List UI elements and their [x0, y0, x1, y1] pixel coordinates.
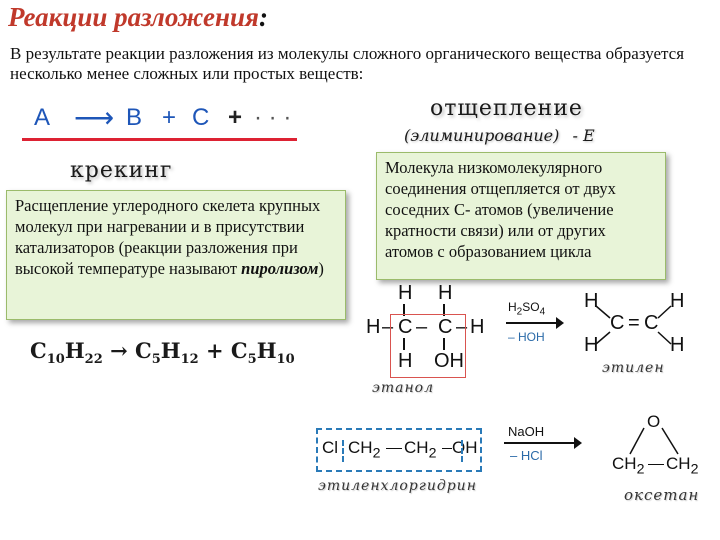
ethanol-bond: –: [382, 316, 394, 338]
ch-text: CH: [348, 438, 373, 457]
elimination-tag: - E: [572, 126, 595, 145]
intro-text: В результате реакции разложения из молекулы сложного органического вещества образуется несколько менее сложных или простых веществ:: [10, 44, 685, 83]
reagent-so: SO: [522, 300, 540, 314]
cracking-text-end: ): [318, 259, 324, 278]
elimination-text: Молекула низкомолекулярного соединения отщепляется от двух соседних С- атомов (увеличение кратности связи) или от других атомов с образованием цикла: [385, 158, 616, 261]
eq-c3: C: [230, 338, 248, 363]
ethanol-c-2: C: [438, 316, 453, 338]
cracking-definition-box: [6, 190, 346, 320]
elimination-heading: отщепление: [430, 96, 583, 121]
ethanol-h-bottom: H: [398, 350, 413, 372]
oxetane-name: оксетан: [624, 486, 700, 504]
dash-divider: [342, 440, 345, 462]
ethanol-bond: –: [456, 316, 468, 338]
eq-h2-sub: 12: [180, 352, 199, 368]
reaction-arrow-1: [506, 322, 560, 324]
ethylene-c-2: C: [644, 312, 659, 334]
eq-plus: +: [206, 338, 224, 363]
eq-c2: C: [134, 338, 152, 363]
ethanol-structure: [354, 282, 494, 374]
ethylene-double-bond: =: [628, 312, 640, 334]
title-colon: :: [258, 2, 268, 32]
ch-sub: 2: [428, 445, 437, 462]
reaction-arrow-2: [504, 442, 576, 444]
ethanol-bond: –: [416, 316, 428, 338]
reagent-minus-hoh: – HOH: [508, 330, 545, 344]
chlorohydrin-name: этиленхлоргидрин: [318, 478, 477, 494]
general-scheme: [22, 102, 297, 141]
scheme-b: B: [126, 104, 143, 131]
ethylene-h-bottom-left: H: [584, 334, 599, 356]
ch-text: CH: [404, 438, 429, 457]
cracking-text: Расщепление углеродного скелета крупных молекул при нагревании и в присутствии катализаторов (реакции разложения при высокой температуре называют: [15, 196, 321, 278]
eliminated-group-box: [390, 314, 466, 378]
elimination-definition-box: [376, 152, 666, 280]
bond: [386, 448, 402, 449]
cracking-heading: крекинг: [70, 158, 173, 183]
eq-c1: C: [30, 338, 47, 363]
reagent-sub: 2: [516, 306, 523, 318]
eq-c1-sub: 10: [46, 352, 65, 368]
pyrolysis-term: пиролизом: [241, 259, 319, 278]
ethanol-oh: OH: [434, 350, 464, 372]
eq-h3-sub: 10: [276, 352, 295, 368]
chlorohydrin-structure: [316, 428, 482, 472]
reagent-h2so4: [508, 300, 545, 317]
ethanol-h-right: H: [470, 316, 485, 338]
ethylene-h-top-right: H: [670, 290, 685, 312]
oxetane-bonds: [610, 412, 710, 482]
ch-sub: 2: [690, 461, 699, 478]
ethanol-name: этанол: [372, 380, 435, 396]
scheme-plus-2: +: [228, 104, 243, 131]
reagent-minus-hcl: – HCl: [510, 448, 543, 463]
bond: [442, 448, 452, 449]
elimination-subheading: [404, 126, 595, 145]
ethylene-name: этилен: [602, 360, 665, 376]
reagent-h: H: [508, 300, 517, 314]
cracking-equation: [30, 338, 295, 367]
ethanol-h-top-2: H: [438, 282, 453, 304]
eq-c2-sub: 5: [151, 352, 161, 368]
scheme-dots: · · ·: [254, 104, 292, 131]
eq-h1: H: [64, 338, 85, 363]
reagent-naoh: NaOH: [508, 424, 545, 439]
ch-sub: 2: [372, 445, 381, 462]
eq-c3-sub: 5: [247, 352, 257, 368]
ethylene-h-bottom-right: H: [670, 334, 685, 356]
chlorohydrin-ch2-1: [348, 438, 380, 461]
oxetane-o: O: [647, 412, 661, 431]
chlorohydrin-oh: OH: [452, 438, 478, 457]
reagent-sub: 4: [539, 306, 546, 318]
scheme-plus-1: +: [162, 104, 177, 131]
scheme-arrow: ⟶: [74, 102, 115, 133]
ethylene-bonds: [576, 282, 696, 372]
title-text: Реакции разложения: [8, 2, 259, 32]
chlorohydrin-ch2-2: [404, 438, 436, 461]
arrow-head: [574, 437, 582, 449]
ethylene-c-1: C: [610, 312, 625, 334]
ethanol-h-top-1: H: [398, 282, 413, 304]
scheme-c: C: [192, 104, 210, 131]
ethanol-c-1: C: [398, 316, 413, 338]
ethylene-h-top-left: H: [584, 290, 599, 312]
eq-arrow: →: [110, 338, 128, 363]
elimination-sub-text: (элиминирование): [404, 126, 560, 145]
arrow-head: [556, 317, 564, 329]
ethanol-h-left: H: [366, 316, 381, 338]
eq-h3: H: [256, 338, 277, 363]
ch-sub: 2: [636, 461, 645, 478]
chlorohydrin-cl: Cl: [322, 438, 339, 457]
ch-text: CH: [666, 454, 691, 473]
dash-divider: [461, 440, 464, 462]
eq-h2: H: [160, 338, 181, 363]
scheme-a: A: [34, 104, 51, 131]
ch-text: CH: [612, 454, 637, 473]
page-title: [8, 2, 268, 33]
eq-h1-sub: 22: [84, 352, 103, 368]
